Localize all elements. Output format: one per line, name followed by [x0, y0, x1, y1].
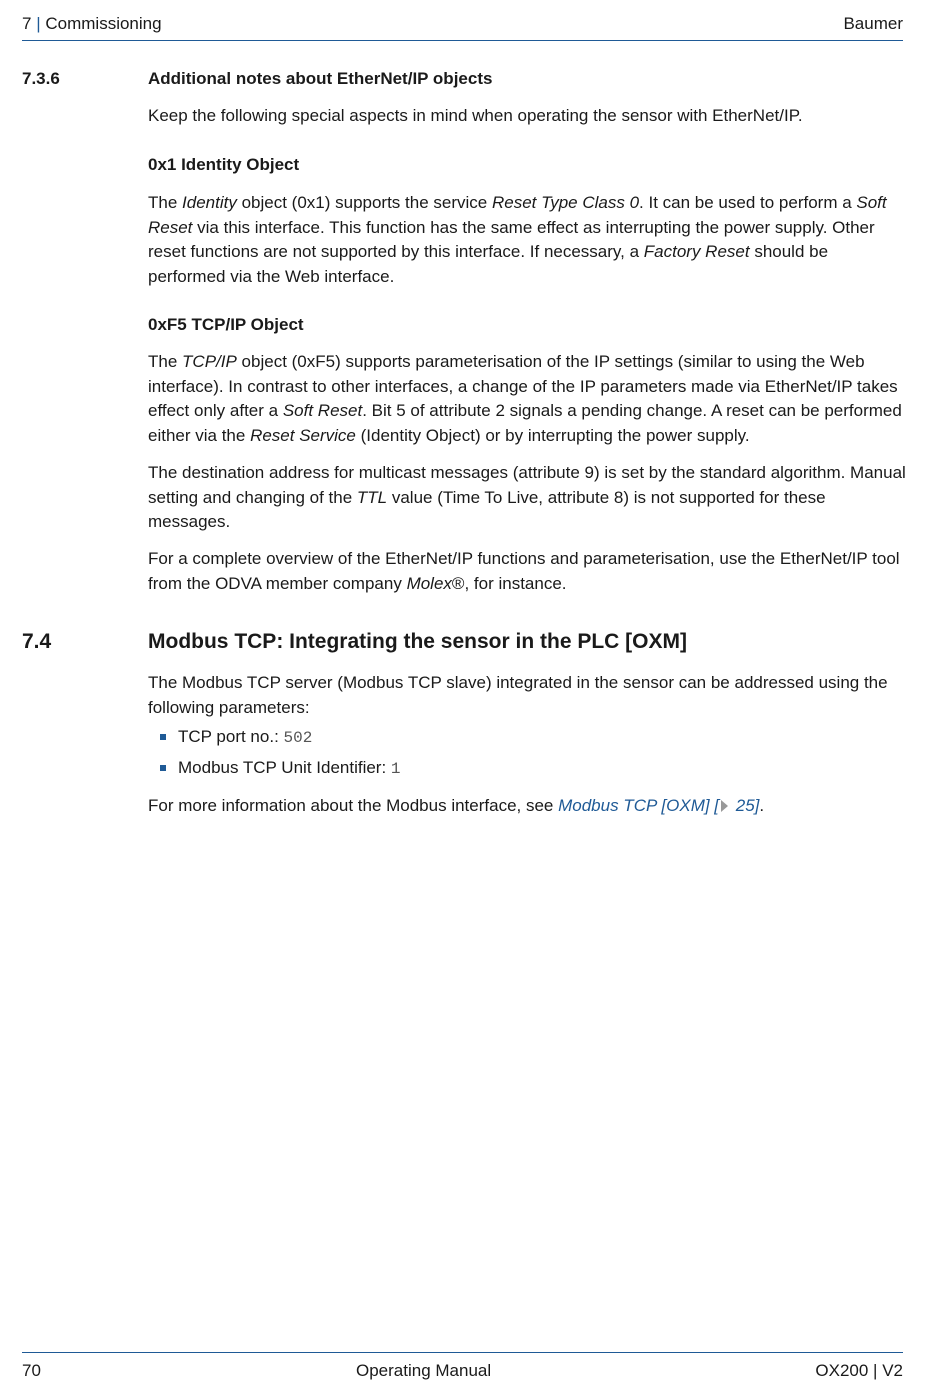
header-brand: Baumer [843, 14, 903, 33]
section-number: 7.4 [22, 630, 52, 653]
identity-paragraph: The Identity object (0x1) supports the service Reset Type Class 0. It can be used to perform a Soft Reset via this interface. This function has the same effect as interrupting the power supply. Other reset functions are not supported by this interface. If necessary, a Factory Reset should be performed via the Web interface. [148, 193, 887, 286]
page-number: 70 [22, 1361, 41, 1380]
modbus-more-info: For more information about the Modbus interface, see Modbus TCP [OXM] [ 25]. [148, 796, 765, 815]
section-number: 7.3.6 [22, 69, 60, 88]
modbus-intro: The Modbus TCP server (Modbus TCP slave) integrated in the sensor can be addressed using the following parameters: [148, 673, 888, 717]
tcpip-paragraph-1: The TCP/IP object (0xF5) supports parameterisation of the IP settings (similar to using the Web interface). In contrast to other interfaces, a change of the IP parameters made via EtherNet/IP takes effect only after a Soft Reset. Bit 5 of attribute 2 signals a pending change. A reset can be performed either via the Reset Service (Identity Object) or by interrupting the power supply. [148, 352, 902, 445]
section-title: Modbus TCP: Integrating the sensor in the PLC [OXM] [148, 630, 687, 653]
identity-heading: 0x1 Identity Object [148, 155, 300, 174]
bullet-icon [160, 734, 166, 740]
page-footer [22, 1352, 903, 1383]
section-title: Additional notes about EtherNet/IP objects [148, 69, 493, 88]
tcpip-heading: 0xF5 TCP/IP Object [148, 315, 304, 334]
modbus-tcp-link[interactable]: Modbus TCP [OXM] [ 25] [558, 796, 760, 815]
product-version: OX200 | V2 [815, 1361, 903, 1380]
bullet-icon [160, 765, 166, 771]
tcpip-paragraph-3: For a complete overview of the EtherNet/IP functions and parameterisation, use the EtherNet/IP tool from the ODVA member company Molex®, for instance. [148, 549, 900, 593]
header-chapter: 7 | Commissioning [22, 14, 162, 33]
page-ref-arrow-icon [721, 800, 728, 812]
document-title: Operating Manual [356, 1361, 492, 1380]
section-intro: Keep the following special aspects in mind when operating the sensor with EtherNet/IP. [148, 106, 803, 125]
page-header [22, 12, 903, 41]
tcpip-paragraph-2: The destination address for multicast messages (attribute 9) is set by the standard algorithm. Manual setting and changing of the TTL value (Time To Live, attribute 8) is not supported for these messages. [148, 463, 906, 531]
